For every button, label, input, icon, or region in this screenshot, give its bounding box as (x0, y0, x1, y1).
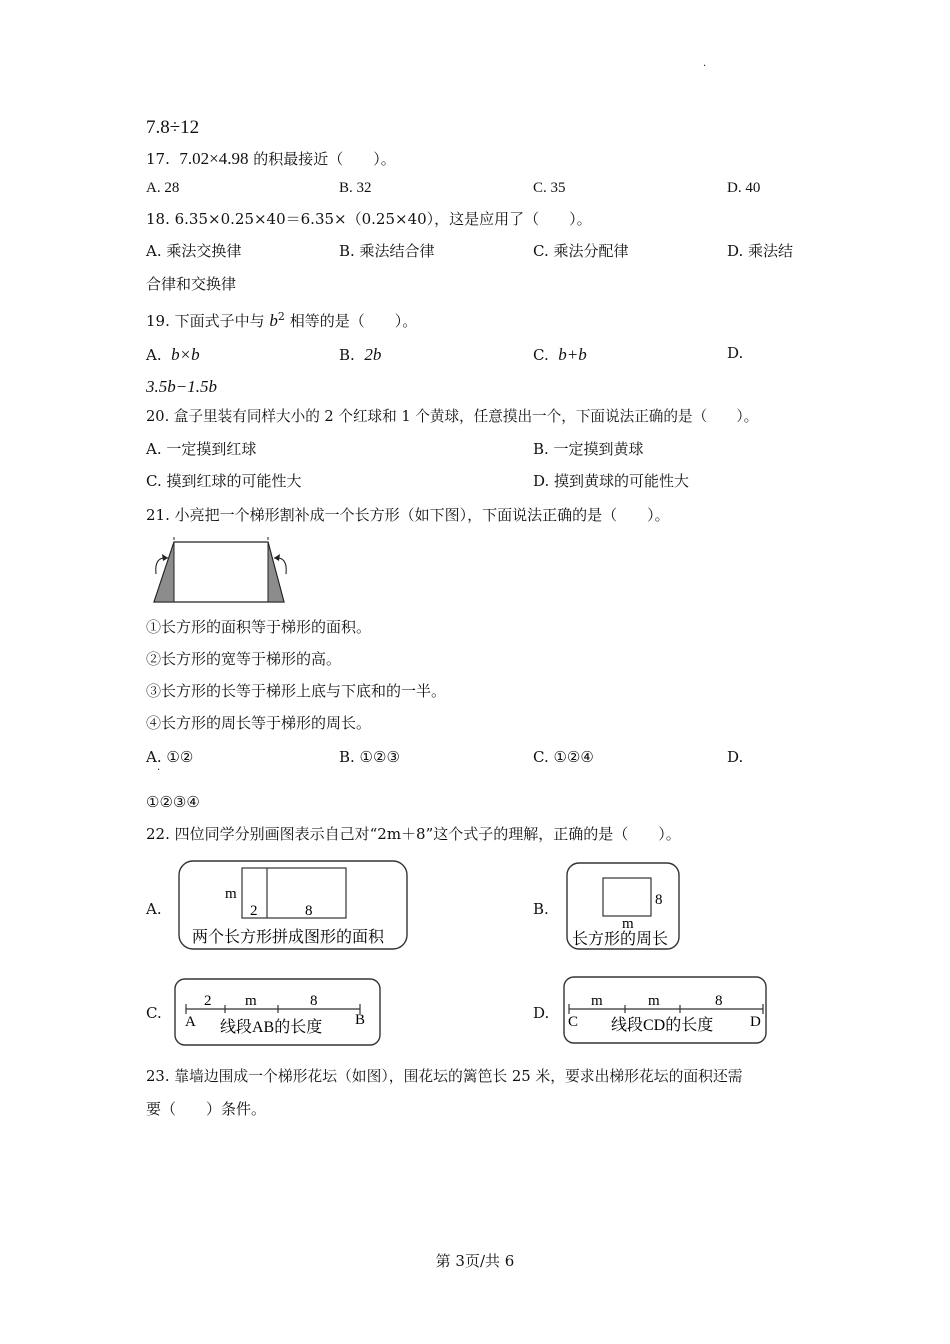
q18-option-d-continued: 合律和交换律 (146, 275, 237, 293)
q19-option-c-expr: b+b (558, 345, 587, 364)
q19-stem-prefix: 19. 下面式子中与 (146, 312, 265, 330)
figure-a-label-2: 2 (250, 903, 258, 919)
figure-c-caption: 线段AB的长度 (220, 1019, 323, 1036)
q22-stem: 22. 四位同学分别画图表示自己对“2m＋8”这个式子的理解，正确的是（ ）。 (146, 825, 681, 843)
figure-c-label-2: 2 (204, 993, 212, 1009)
q21-option-d: D. (727, 748, 744, 766)
q17-option-d: D. 40 (727, 180, 761, 196)
q17-option-b: B. 32 (339, 180, 372, 196)
q19-exponent: 2 (277, 310, 285, 323)
figure-d-point-c: C (568, 1014, 579, 1030)
q21-option-d-continued: ①②③④ (146, 793, 200, 811)
q22-option-b-label: B. (533, 900, 549, 918)
q21-dot-mark: · (157, 765, 161, 776)
q20-stem: 20. 盒子里装有同样大小的 2 个红球和 1 个黄球，任意摸出一个，下面说法正确的是（ ）。 (146, 408, 759, 425)
figure-d-point-d: D (750, 1014, 761, 1030)
q22-option-c-label: C. (146, 1004, 162, 1022)
q20-option-c: C. 摸到红球的可能性大 (146, 472, 302, 490)
cut-triangle-right (268, 542, 284, 602)
figure-d-label-m2: m (648, 993, 660, 1009)
q21-statement-3: ③长方形的长等于梯形上底与下底和的一半。 (146, 682, 447, 700)
figure-a-label-8: 8 (305, 903, 313, 919)
q19-option-b-label: B. (339, 346, 355, 364)
q19-variable: b (269, 311, 278, 330)
q17-expression: 7.02×4.98 (179, 149, 249, 168)
q22-option-d-label: D. (533, 1004, 550, 1022)
q19-option-a (146, 346, 200, 363)
q20-option-b: B. 一定摸到黄球 (533, 440, 644, 458)
figure-c-point-b: B (355, 1012, 366, 1028)
cut-triangle-left (154, 542, 174, 602)
arrowhead-left-icon (162, 554, 168, 561)
figure-c-label-8: 8 (310, 993, 318, 1009)
q22-figure-d (563, 976, 769, 1046)
arrowhead-right-icon (274, 554, 280, 561)
q19-stem-suffix: 相等的是（ ）。 (289, 312, 418, 330)
q19-stem (146, 311, 417, 329)
figure-d-label-m1: m (591, 993, 603, 1009)
q23-stem-line-2: 要（ ）条件。 (146, 1100, 267, 1118)
figure-b-caption: 长方形的周长 (572, 931, 669, 948)
page-mark: · (703, 61, 707, 72)
q17-number: 17. (146, 150, 170, 168)
figure-d-label-8: 8 (715, 993, 723, 1009)
figure-a-label-m: m (225, 886, 237, 902)
figure-a-caption: 两个长方形拼成图形的面积 (192, 929, 385, 946)
q17-stem-suffix: 的积最接近（ ）。 (253, 150, 396, 168)
q22-option-a-label: A. (146, 900, 162, 918)
q19-option-b (339, 346, 381, 363)
q23-stem-line-1: 23. 靠墙边围成一个梯形花坛（如图），围花坛的篱笆长 25 米，要求出梯形花坛的面积还需 (146, 1068, 743, 1085)
q17-option-a: A. 28 (146, 180, 180, 196)
q19-option-d: D. (727, 344, 744, 362)
q19-option-a-label: A. (146, 346, 162, 364)
q21-option-a: A. ①② (146, 748, 194, 766)
q18-option-a: A. 乘法交换律 (146, 242, 242, 260)
figure-c-label-m: m (245, 993, 257, 1009)
q20-option-d: D. 摸到黄球的可能性大 (533, 472, 690, 490)
q21-stem: 21. 小亮把一个梯形割补成一个长方形（如下图），下面说法正确的是（ ）。 (146, 506, 670, 524)
q21-option-b: B. ①②③ (339, 748, 400, 766)
q21-statement-4: ④长方形的周长等于梯形的周长。 (146, 714, 372, 732)
q22-figure-c (174, 978, 384, 1048)
q16-answer-option-d: 7.8÷12 (146, 117, 200, 138)
q21-statement-1: ①长方形的面积等于梯形的面积。 (146, 618, 372, 636)
q17-option-c: C. 35 (533, 180, 566, 196)
q19-option-b-expr: 2b (364, 345, 382, 364)
figure-b-label-m: m (622, 916, 634, 932)
figure-b-label-8: 8 (655, 892, 663, 908)
q17-stem (146, 150, 396, 167)
q22-figure-a (178, 860, 410, 952)
page-footer: 第 3页/共 6 (435, 1252, 515, 1270)
q18-option-b: B. 乘法结合律 (339, 242, 435, 260)
figure-d-caption: 线段CD的长度 (611, 1017, 714, 1034)
q22-figure-b (566, 862, 682, 952)
q21-trapezoid-figure (146, 534, 296, 608)
q19-option-a-expr: b×b (171, 345, 200, 364)
q21-statement-2: ②长方形的宽等于梯形的高。 (146, 650, 342, 668)
q19-option-d-expr: 3.5b−1.5b (146, 377, 217, 396)
figure-c-point-a: A (185, 1014, 196, 1030)
q21-option-c: C. ①②④ (533, 748, 594, 766)
q18-option-c: C. 乘法分配律 (533, 242, 629, 260)
q20-option-a: A. 一定摸到红球 (146, 440, 257, 458)
q19-option-c-label: C. (533, 346, 549, 364)
q19-option-c (533, 346, 587, 363)
q18-stem: 18. 6.35×0.25×40＝6.35×（0.25×40），这是应用了（ ）。 (146, 210, 592, 228)
q18-option-d: D. 乘法结 (727, 242, 794, 260)
